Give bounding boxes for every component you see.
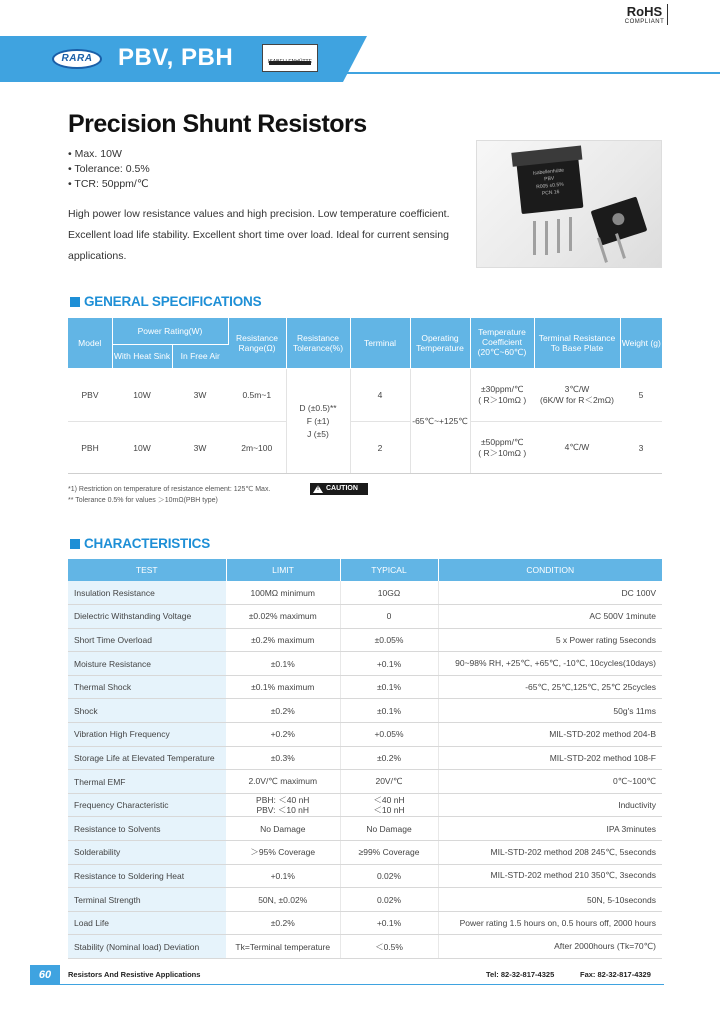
cell-tcr: ±50ppm/℃ ( R＞10mΩ ): [470, 421, 534, 474]
cell-typical: +0.05%: [340, 723, 438, 747]
table-row: [68, 746, 662, 770]
th-temp-coeff: Temperature Coefficient (20℃~60℃): [470, 318, 534, 368]
page-number: 60: [30, 965, 60, 985]
section-square-icon: [70, 539, 80, 549]
cell-condition: MIL-STD-202 method 208 245℃, 5seconds: [438, 841, 662, 865]
cell-test: Moisture Resistance: [68, 652, 226, 676]
th-terminal-resistance: Terminal Resistance To Base Plate: [534, 318, 620, 368]
cell-typical: ＜0.5%: [340, 935, 438, 959]
resistor-leg: [545, 221, 548, 255]
cell-typical: 10GΩ: [340, 581, 438, 605]
resistor-leg: [533, 221, 536, 255]
cell-condition: 5 x Power rating 5seconds: [438, 628, 662, 652]
cell-limit: Tk=Terminal temperature: [226, 935, 340, 959]
th-power-rating: Power Rating(W): [112, 318, 228, 344]
general-specs-table: [68, 318, 662, 474]
cell-condition: 0℃~100℃: [438, 770, 662, 794]
resistor-pbv-image: [517, 158, 584, 214]
cell-typical: +0.1%: [340, 911, 438, 935]
bullet-item: • Tolerance: 0.5%: [68, 163, 150, 175]
page-title: Precision Shunt Resistors: [68, 110, 367, 138]
cell-typical: 0.02%: [340, 888, 438, 912]
cell-range: 0.5m~1: [228, 368, 286, 421]
table-row: [68, 841, 662, 865]
cell-test: Storage Life at Elevated Temperature: [68, 746, 226, 770]
cell-typical: ±0.2%: [340, 746, 438, 770]
cell-in-free-air: 3W: [172, 421, 228, 474]
section-square-icon: [70, 297, 80, 307]
cell-test: Vibration High Frequency: [68, 723, 226, 747]
cell-with-heat-sink: 10W: [112, 421, 172, 474]
cell-typical: 20V/℃: [340, 770, 438, 794]
cell-test: Solderability: [68, 841, 226, 865]
bullet-item: • Max. 10W: [68, 148, 122, 160]
table-row: [68, 421, 662, 474]
cell-thermal-resistance: 3℃/W (6K/W for R＜2mΩ): [534, 368, 620, 421]
feature-bullets: [68, 147, 150, 192]
cell-limit: +0.2%: [226, 723, 340, 747]
th-in-free-air: In Free Air: [172, 344, 228, 368]
cell-condition: 50g's 11ms: [438, 699, 662, 723]
th-resistance-tolerance: Resistance Tolerance(%): [286, 318, 350, 368]
cell-condition: After 2000hours (Tk=70℃): [438, 935, 662, 959]
resistor-tab: [511, 146, 582, 167]
cell-typical: 0.02%: [340, 864, 438, 888]
cell-limit: 100MΩ minimum: [226, 581, 340, 605]
cell-limit: +0.1%: [226, 864, 340, 888]
cell-limit: ±0.2%: [226, 911, 340, 935]
table-row: [68, 888, 662, 912]
cell-typical: ±0.05%: [340, 628, 438, 652]
table-row: [68, 628, 662, 652]
table-row: [68, 770, 662, 794]
cell-typical: ±0.1%: [340, 699, 438, 723]
cell-condition: MIL-STD-202 method 204-B: [438, 723, 662, 747]
characteristics-table: [68, 559, 662, 959]
cell-tolerance: D (±0.5)** F (±1) J (±5): [286, 368, 350, 474]
cell-model: PBH: [68, 421, 112, 474]
cell-limit: ＞95% Coverage: [226, 841, 340, 865]
table-row: [68, 699, 662, 723]
header-rule: [343, 72, 720, 74]
cell-terminal: 2: [350, 421, 410, 474]
header-band: [0, 36, 720, 82]
cell-limit: ±0.2%: [226, 699, 340, 723]
cell-typical: ＜40 nH ＜10 nH: [340, 793, 438, 817]
cell-weight: 5: [620, 368, 662, 421]
th-with-heat-sink: With Heat Sink: [112, 344, 172, 368]
cell-limit: 50N, ±0.02%: [226, 888, 340, 912]
cell-tcr: ±30ppm/℃ ( R＞10mΩ ): [470, 368, 534, 421]
table-row: [68, 935, 662, 959]
cell-test: Resistance to Soldering Heat: [68, 864, 226, 888]
note-1: *1) Restriction on temperature of resistance element: 125℃ Max.: [68, 486, 271, 493]
th-typical: TYPICAL: [340, 559, 438, 581]
cell-typical: No Damage: [340, 817, 438, 841]
cell-condition: Power rating 1.5 hours on, 0.5 hours off, 2000 hours: [438, 911, 662, 935]
table-row: [68, 793, 662, 817]
cell-test: Resistance to Solvents: [68, 817, 226, 841]
resistor-leg: [569, 217, 572, 251]
table-row: [68, 368, 662, 421]
th-operating-temp: Operating Temperature: [410, 318, 470, 368]
partner-logo-bar: [269, 61, 311, 65]
th-condition: CONDITION: [438, 559, 662, 581]
table-row: [68, 817, 662, 841]
cell-range: 2m~100: [228, 421, 286, 474]
product-photo: [476, 140, 662, 268]
th-terminal: Terminal: [350, 318, 410, 368]
cell-test: Insulation Resistance: [68, 581, 226, 605]
cell-test: Shock: [68, 699, 226, 723]
th-model: Model: [68, 318, 112, 368]
product-title: PBV, PBH: [118, 44, 234, 71]
cell-condition: DC 100V: [438, 581, 662, 605]
spec-notes: [68, 484, 270, 506]
rohs-title: RoHS: [626, 4, 663, 19]
cell-weight: 3: [620, 421, 662, 474]
cell-limit: No Damage: [226, 817, 340, 841]
rara-logo: RARA: [52, 49, 102, 69]
table-row: [68, 605, 662, 629]
footer-rule: [60, 984, 664, 985]
cell-terminal: 4: [350, 368, 410, 421]
cell-typical: +0.1%: [340, 652, 438, 676]
cell-condition: -65℃, 25℃,125℃, 25℃ 25cycles: [438, 675, 662, 699]
cell-in-free-air: 3W: [172, 368, 228, 421]
cell-limit: ±0.02% maximum: [226, 605, 340, 629]
caution-badge: ! CAUTION: [310, 483, 368, 495]
resistor-label: Isabellenhütte PBV R005 ±0.5% PCN 16: [532, 167, 565, 197]
cell-limit: ±0.2% maximum: [226, 628, 340, 652]
cell-test: Load Life: [68, 911, 226, 935]
cell-typical: ≥99% Coverage: [340, 841, 438, 865]
cell-limit: ±0.1%: [226, 652, 340, 676]
note-2: ** Tolerance 0.5% for values ＞10mΩ(PBH type): [68, 497, 218, 504]
cell-typical: ±0.1%: [340, 675, 438, 699]
cell-thermal-resistance: 4℃/W: [534, 421, 620, 474]
th-limit: LIMIT: [226, 559, 340, 581]
table-row: [68, 675, 662, 699]
cell-test: Short Time Overload: [68, 628, 226, 652]
table-row: [68, 723, 662, 747]
cell-typical: 0: [340, 605, 438, 629]
general-specs-heading: GENERAL SPECIFICATIONS: [70, 294, 261, 309]
cell-limit: ±0.3%: [226, 746, 340, 770]
cell-condition: Inductivity: [438, 793, 662, 817]
footer-fax: Fax: 82-32-817-4329: [580, 970, 651, 979]
rohs-badge: [624, 4, 668, 25]
table-row: [68, 864, 662, 888]
cell-condition: 90~98% RH, +25℃, +65℃, -10℃, 10cycles(10days): [438, 652, 662, 676]
bullet-item: • TCR: 50ppm/℃: [68, 178, 149, 190]
cell-limit: ±0.1% maximum: [226, 675, 340, 699]
product-description: High power low resistance values and high precision. Low temperature coefficient. Excellent load life stability. Excellent short time over load. Ideal for current sensing applications.: [68, 208, 450, 262]
footer-text: Resistors And Resistive Applications: [68, 970, 201, 979]
cell-condition: 50N, 5-10seconds: [438, 888, 662, 912]
cell-with-heat-sink: 10W: [112, 368, 172, 421]
cell-test: Stability (Nominal load) Deviation: [68, 935, 226, 959]
cell-limit: PBH: ＜40 nH PBV: ＜10 nH: [226, 793, 340, 817]
table-row: [68, 581, 662, 605]
cell-condition: IPA 3minutes: [438, 817, 662, 841]
cell-limit: 2.0V/℃ maximum: [226, 770, 340, 794]
th-test: TEST: [68, 559, 226, 581]
footer-tel: Tel: 82-32-817-4325: [486, 970, 555, 979]
th-weight: Weight (g): [620, 318, 662, 368]
cell-test: Frequency Characteristic: [68, 793, 226, 817]
th-resistance-range: Resistance Range(Ω): [228, 318, 286, 368]
cell-condition: AC 500V 1minute: [438, 605, 662, 629]
table-header-row: [68, 559, 662, 581]
cell-test: Terminal Strength: [68, 888, 226, 912]
mounting-hole: [611, 212, 626, 227]
cell-operating-temp: -65℃~+125℃: [410, 368, 470, 474]
cell-test: Thermal EMF: [68, 770, 226, 794]
table-row: [68, 652, 662, 676]
cell-condition: MIL-STD-202 method 108-F: [438, 746, 662, 770]
page-footer: [0, 963, 720, 985]
resistor-leg: [557, 219, 560, 253]
header-blue-tip: [343, 36, 367, 82]
cell-test: Thermal Shock: [68, 675, 226, 699]
characteristics-heading: CHARACTERISTICS: [70, 536, 210, 551]
cell-test: Dielectric Withstanding Voltage: [68, 605, 226, 629]
rohs-sub: COMPLIANT: [624, 19, 665, 25]
cell-condition: MIL-STD-202 method 210 350℃, 3seconds: [438, 864, 662, 888]
table-header-row: [68, 318, 662, 344]
cell-model: PBV: [68, 368, 112, 421]
caution-label: CAUTION: [326, 485, 358, 492]
table-row: [68, 911, 662, 935]
partner-logo: [262, 44, 318, 72]
